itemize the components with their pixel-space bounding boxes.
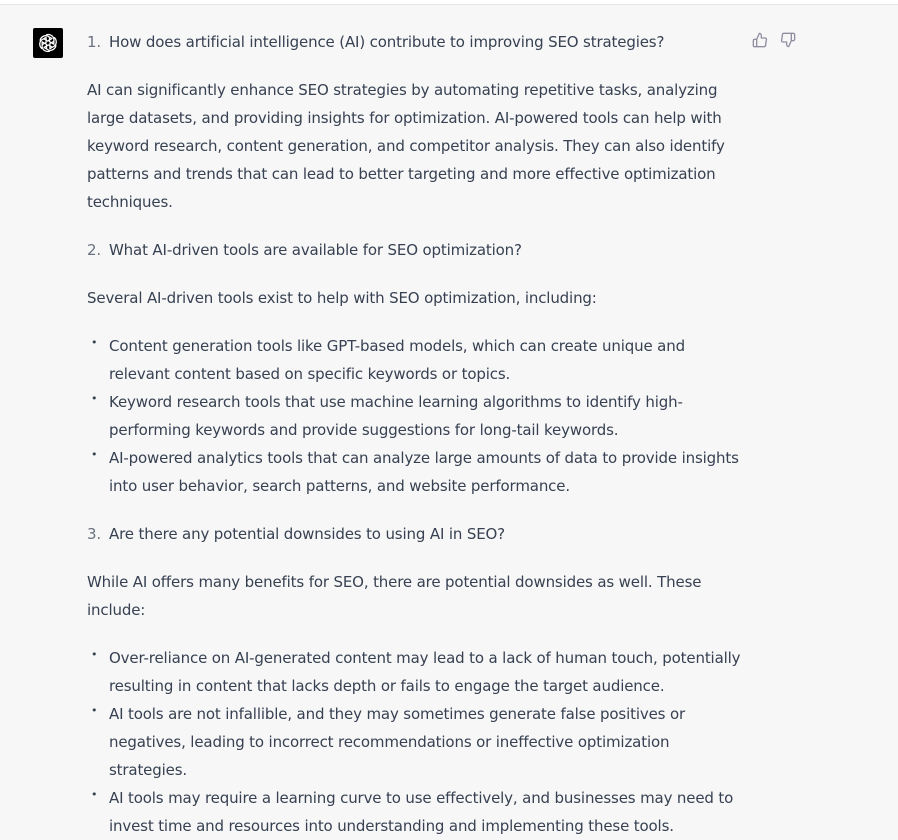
thumbs-up-button[interactable] [751, 31, 769, 49]
feedback-controls [751, 31, 797, 49]
question-text: Are there any potential downsides to using AI in SEO? [109, 525, 505, 543]
question-text: What AI-driven tools are available for SEO optimization? [109, 241, 522, 259]
list-item: • Keyword research tools that use machine learning algorithms to identify high-performing keywords and provide suggestions for long-tail keywords. [87, 388, 747, 444]
thumbs-down-icon [780, 32, 796, 48]
openai-logo-icon [37, 32, 59, 54]
answer-3-list [87, 644, 747, 840]
list-item: • AI tools are not infallible, and they may sometimes generate false positives or negatives, leading to incorrect recommendations or ineffective optimization strategies. [87, 700, 747, 784]
list-item: • AI tools may require a learning curve to use effectively, and businesses may need to invest time and resources into understanding and implementing these tools. [87, 784, 747, 840]
question-number: 2. [87, 241, 102, 259]
question-1 [87, 28, 747, 56]
top-divider [0, 0, 898, 5]
answer-3-intro: While AI offers many benefits for SEO, there are potential downsides as well. These include: [87, 573, 702, 619]
question-number: 3. [87, 525, 102, 543]
answer-2-intro: Several AI-driven tools exist to help with SEO optimization, including: [87, 289, 597, 307]
list-item: • Over-reliance on AI-generated content may lead to a lack of human touch, potentially resulting in content that lacks depth or fails to engage the target audience. [87, 644, 747, 700]
question-3 [87, 520, 747, 548]
question-text: How does artificial intelligence (AI) contribute to improving SEO strategies? [109, 33, 665, 51]
thumbs-down-button[interactable] [779, 31, 797, 49]
thumbs-up-icon [752, 32, 768, 48]
answer-2-list [87, 332, 747, 500]
list-item: • Content generation tools like GPT-based models, which can create unique and relevant content based on specific keywords or topics. [87, 332, 747, 388]
question-2 [87, 236, 747, 264]
list-item: • AI-powered analytics tools that can analyze large amounts of data to provide insights into user behavior, search patterns, and website performance. [87, 444, 747, 500]
question-number: 1. [87, 33, 102, 51]
answer-1: AI can significantly enhance SEO strategies by automating repetitive tasks, analyzing large datasets, and providing insights for optimization. AI-powered tools can help with keyword research, content generation, and competitor analysis. They can also identify patterns and trends that can lead to better targeting and more effective optimization techniques. [87, 81, 725, 211]
assistant-message [87, 28, 747, 840]
assistant-avatar [33, 28, 63, 58]
